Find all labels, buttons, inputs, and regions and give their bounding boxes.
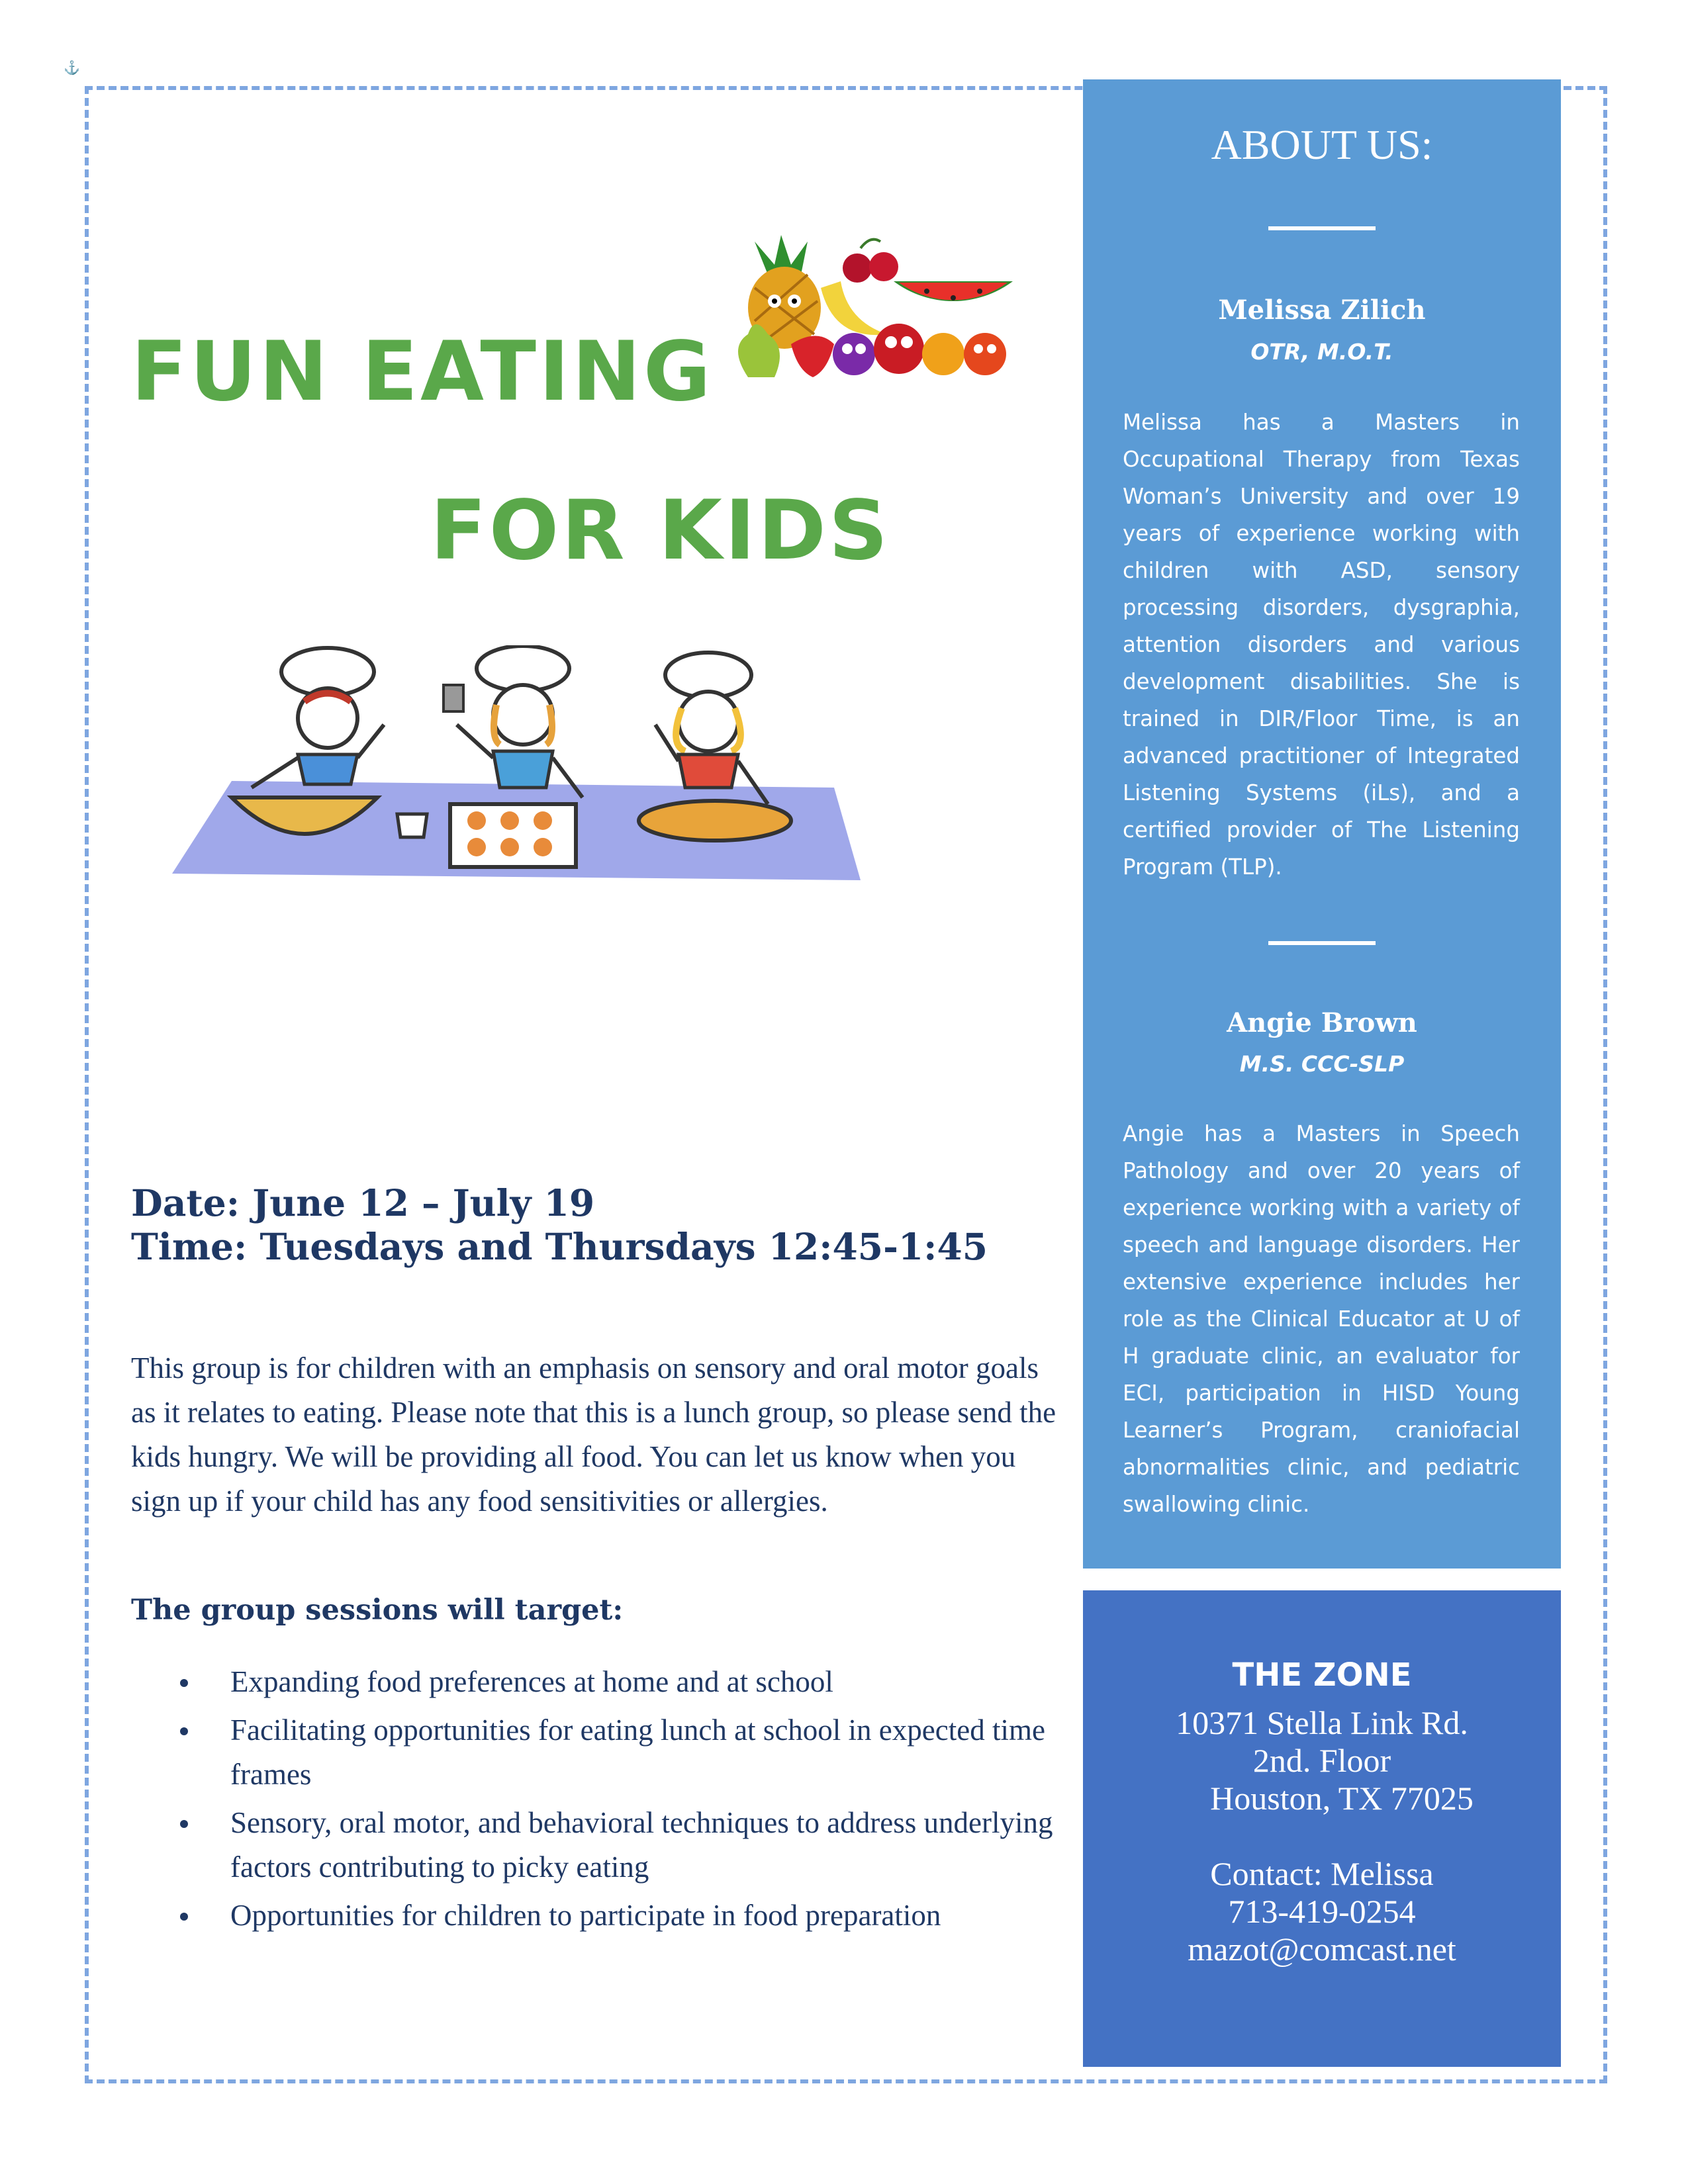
kids-cooking-icon (172, 645, 874, 884)
person-bio: Melissa has a Masters in Occupational Therapy from Texas Woman’s University and over 19 years of experience working with children with ASD, sensory processing disorders, dysgraphia, attention disorders and various development disabilities. She is trained in DIR/Floor Time, is an advanced practitioner of Integrated Listening Systems (iLs), and a certified provider of The Listening Program (TLP). (1123, 410, 1520, 880)
contact-phone[interactable]: 713-419-0254 (1228, 1893, 1416, 1930)
contact-email[interactable]: mazot@comcast.net (1188, 1931, 1456, 1968)
fruit-characters-icon (728, 235, 1019, 377)
divider (1268, 226, 1376, 230)
list-item (131, 1893, 1058, 1938)
group-description: This group is for children with an emphasis on sensory and oral motor goals as it relates to eating. Please note that this is a lunch group, so please send the kids hungry. We will be providing all food. You can let us know when you sign up if your child has any food sensitivities or allergies. (131, 1351, 1056, 1518)
bullet-icon (180, 1727, 188, 1735)
list-item (131, 1801, 1058, 1889)
location-contact-panel (1083, 1590, 1561, 2067)
divider (1268, 941, 1376, 945)
person-credentials: OTR, M.O.T. (1250, 339, 1393, 365)
targets-heading: The group sessions will target: (131, 1594, 624, 1627)
about-us-heading: ABOUT US: (1211, 121, 1433, 168)
bullet-icon (180, 1913, 188, 1921)
contact-name: Contact: Melissa (1210, 1855, 1434, 1892)
anchor-icon: ⚓ (64, 60, 80, 75)
targets-list (131, 1660, 1058, 1942)
address-line: Houston, TX 77025 (1210, 1780, 1474, 1817)
person-name: Angie Brown (1227, 1007, 1417, 1038)
list-item-text: Sensory, oral motor, and behavioral techniques to address underlying factors contributing to picky eating (230, 1806, 1053, 1884)
title-fun-eating: FUN EATING (131, 324, 714, 420)
list-item-text: Opportunities for children to participate in food preparation (230, 1899, 941, 1932)
location-details (1083, 1704, 1561, 1968)
address-line: 2nd. Floor (1252, 1742, 1391, 1779)
spacer (1083, 1817, 1561, 1855)
person-bio: Angie has a Masters in Speech Pathology and over 20 years of experience working with a variety of speech and language disorders. Her extensive experience includes her role as the Clinical Educator at U of H graduate clinic, an evaluator for ECI, participation in HISD Young Learner’s Program, craniofacial abnormalities clinic, and pediatric swallowing clinic. (1123, 1121, 1520, 1517)
address-line: 10371 Stella Link Rd. (1176, 1704, 1468, 1741)
list-item (131, 1660, 1058, 1704)
list-item-text: Expanding food preferences at home and at school (230, 1665, 833, 1698)
person-name: Melissa Zilich (1218, 295, 1426, 326)
list-item-text: Facilitating opportunities for eating lunch at school in expected time frames (230, 1713, 1045, 1791)
title-for-kids: FOR KIDS (430, 483, 891, 578)
time-line: Time: Tuesdays and Thursdays 12:45-1:45 (131, 1225, 988, 1268)
about-us-panel (1083, 79, 1561, 1569)
date-line: Date: June 12 – July 19 (131, 1181, 595, 1224)
bullet-icon (180, 1820, 188, 1828)
person-credentials: M.S. CCC-SLP (1239, 1051, 1405, 1077)
location-title: THE ZONE (1232, 1657, 1412, 1694)
list-item (131, 1708, 1058, 1797)
session-schedule (131, 1181, 988, 1269)
bullet-icon (180, 1679, 188, 1687)
